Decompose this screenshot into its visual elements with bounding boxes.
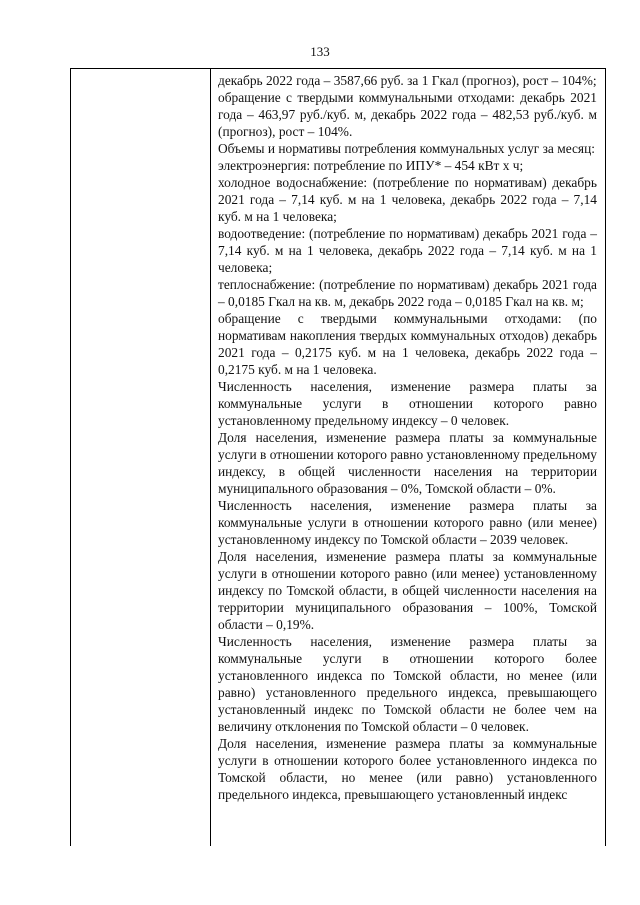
table-right-cell xyxy=(211,69,605,846)
paragraph-heating: теплоснабжение: (потребление по нормативам) декабрь 2021 года – 0,0185 Гкал на кв. м, декабрь 2022 года – 0,0185 Гкал на кв. м; xyxy=(218,277,597,309)
page-number: 133 xyxy=(310,44,330,59)
paragraph-electricity: электроэнергия: потребление по ИПУ* – 454 кВт х ч; xyxy=(218,158,524,173)
document-table xyxy=(70,68,606,846)
paragraph-heat-price-dec-2022: декабрь 2022 года – 3587,66 руб. за 1 Гкал (прогноз), рост – 104%; xyxy=(218,73,597,88)
paragraph-volumes-heading: Объемы и нормативы потребления коммунальных услуг за месяц: xyxy=(218,141,595,156)
paragraph-cold-water: холодное водоснабжение: (потребление по нормативам) декабрь 2021 года – 7,14 куб. м на 1 человека, декабрь 2022 года – 7,14 куб. м на 1 человека; xyxy=(218,175,597,224)
paragraph-population-equal-limit: Численность населения, изменение размера платы за коммунальные услуги в отношении которого равно установленному предельному индексу – 0 человек. xyxy=(218,379,597,428)
paragraph-population-below-index: Численность населения, изменение размера платы за коммунальные услуги в отношении которого равно (или менее) установленному индексу по Томской области – 2039 человек. xyxy=(218,498,597,547)
paragraph-share-above-index: Доля населения, изменение размера платы за коммунальные услуги в отношении которого более установленного индекса по Томской области, но менее (или равно) установленного предельного индекса, превышающего установленный индекс xyxy=(218,736,597,802)
table-left-cell xyxy=(71,69,211,846)
paragraph-waste-price: обращение с твердыми коммунальными отходами: декабрь 2021 года – 463,97 руб./куб. м, декабрь 2022 года – 482,53 руб./куб. м (прогноз), рост – 104%. xyxy=(218,90,597,139)
paragraph-share-equal-limit: Доля населения, изменение размера платы за коммунальные услуги в отношении которого равно установленному предельному индексу, в общей численности населения на территории муниципального образования – 0%, Томской области – 0%. xyxy=(218,430,597,496)
paragraph-share-below-index: Доля населения, изменение размера платы за коммунальные услуги в отношении которого равно (или менее) установленному индексу по Томской области, в общей численности населения на территории муниципального образования – 100%, Томской области – 0,19%. xyxy=(218,549,597,632)
paragraph-waste-norms: обращение с твердыми коммунальными отходами: (по нормативам накопления твердых коммунальных отходов) декабрь 2021 года – 0,2175 куб. м на 1 человека, декабрь 2022 года – 0,2175 куб. м на 1 человека. xyxy=(218,311,597,377)
paragraph-sewerage: водоотведение: (потребление по нормативам) декабрь 2021 года – 7,14 куб. м на 1 человека, декабрь 2022 года – 7,14 куб. м на 1 человека; xyxy=(218,226,597,275)
paragraph-population-above-index: Численность населения, изменение размера платы за коммунальные услуги в отношении которого более установленного индекса по Томской области, но менее (или равно) установленного предельного индекса, превышающего установленный индекс по Томской области не более чем на величину отклонения по Томской области – 0 человек. xyxy=(218,634,597,734)
